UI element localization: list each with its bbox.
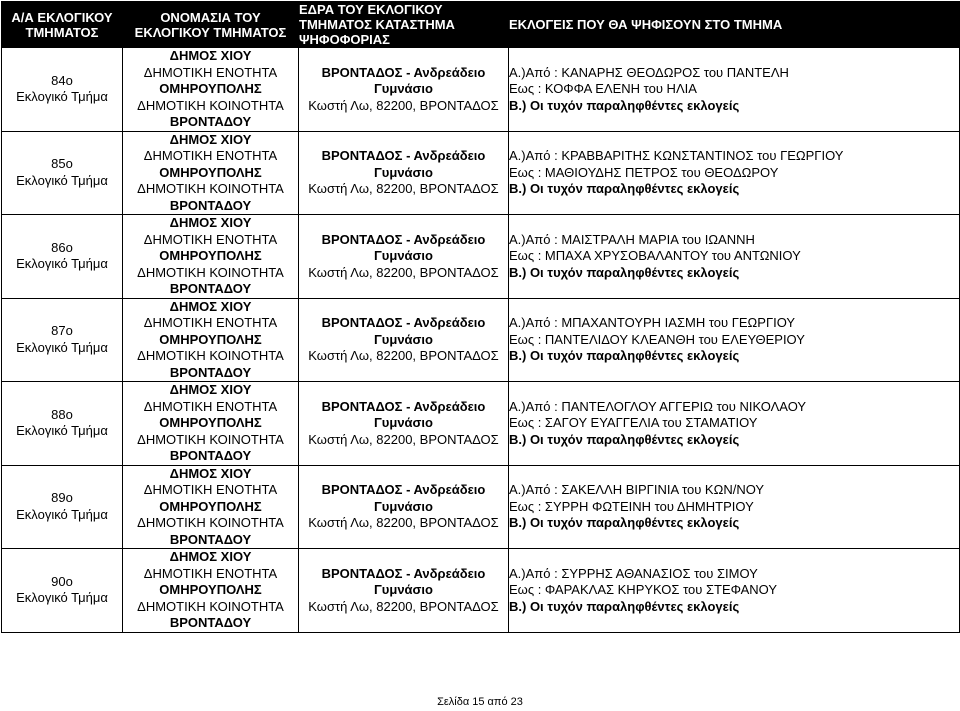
section-number-label: Εκλογικό Τμήμα	[16, 590, 108, 606]
municipality-name: ΔΗΜΟΣ ΧΙΟΥ	[169, 549, 252, 564]
section-number-label: Εκλογικό Τμήμα	[16, 172, 108, 188]
section-number-label: Εκλογικό Τμήμα	[16, 423, 108, 439]
community-label: ΔΗΜΟΤΙΚΗ ΚΟΙΝΟΤΗΤΑ	[137, 97, 284, 113]
polling-station-cell	[299, 549, 509, 633]
municipal-unit-label: ΔΗΜΟΤΙΚΗ ΕΝΟΤΗΤΑ	[143, 482, 278, 497]
polling-station-building: Γυμνάσιο	[373, 164, 433, 180]
voters-to: Εως : ΣΑΓΟΥ ΕΥΑΓΓΕΛΙΑ του ΣΤΑΜΑΤΙΟΥ	[509, 415, 758, 430]
municipality-name: ΔΗΜΟΣ ΧΙΟΥ	[169, 215, 252, 230]
polling-station-name: ΒΡΟΝΤΑΔΟΣ - Ανδρεάδειο	[321, 398, 486, 414]
polling-station-cell	[299, 48, 509, 132]
municipality-name: ΔΗΜΟΣ ΧΙΟΥ	[169, 131, 252, 147]
page-number: Σελίδα 15 από 23	[437, 696, 523, 708]
voters-cell	[509, 465, 960, 549]
polling-station-name: ΒΡΟΝΤΑΔΟΣ - Ανδρεάδειο	[321, 231, 486, 247]
section-number: 88ο	[51, 406, 73, 422]
polling-station-address: Κωστή Λω, 82200, ΒΡΟΝΤΑΔΟΣ	[308, 97, 499, 113]
section-name-cell	[123, 215, 299, 299]
section-number-cell	[2, 131, 123, 215]
community-name: ΒΡΟΝΤΑΔΟΥ	[169, 281, 252, 296]
voters-omitted-note: Β.) Οι τυχόν παραληφθέντες εκλογείς	[509, 348, 740, 363]
section-number: 90ο	[51, 573, 73, 589]
section-name-cell	[123, 382, 299, 466]
header-voters: ΕΚΛΟΓΕΙΣ ΠΟΥ ΘΑ ΨΗΦΙΣΟΥΝ ΣΤΟ ΤΜΗΜΑ	[509, 2, 960, 48]
voters-cell	[509, 382, 960, 466]
polling-station-building: Γυμνάσιο	[373, 582, 433, 597]
voters-to: Εως : ΜΑΘΙΟΥΔΗΣ ΠΕΤΡΟΣ του ΘΕΟΔΩΡΟΥ	[509, 164, 779, 180]
municipal-unit-label: ΔΗΜΟΤΙΚΗ ΕΝΟΤΗΤΑ	[143, 315, 278, 330]
table-row	[2, 298, 960, 382]
table-body	[2, 48, 960, 633]
polling-station-name: ΒΡΟΝΤΑΔΟΣ - Ανδρεάδειο	[321, 482, 486, 497]
community-label: ΔΗΜΟΤΙΚΗ ΚΟΙΝΟΤΗΤΑ	[137, 264, 284, 280]
table-row	[2, 382, 960, 466]
section-number: 89ο	[51, 490, 73, 506]
voters-from: Α.)Από : ΚΑΝΑΡΗΣ ΘΕΟΔΩΡΟΣ του ΠΑΝΤΕΛΗ	[509, 64, 789, 80]
section-name-cell	[123, 131, 299, 215]
voters-from: Α.)Από : ΠΑΝΤΕΛΟΓΛΟΥ ΑΓΓΕΡΙΩ του ΝΙΚΟΛΑΟΥ	[509, 398, 807, 414]
community-name: ΒΡΟΝΤΑΔΟΥ	[169, 615, 252, 630]
section-number-label: Εκλογικό Τμήμα	[16, 256, 108, 272]
section-number-cell	[2, 382, 123, 466]
community-name: ΒΡΟΝΤΑΔΟΥ	[169, 197, 252, 213]
section-name-cell	[123, 465, 299, 549]
section-number: 86ο	[51, 239, 73, 255]
voters-from: Α.)Από : ΣΥΡΡΗΣ ΑΘΑΝΑΣΙΟΣ του ΣΙΜΟΥ	[509, 565, 758, 581]
polling-station-building: Γυμνάσιο	[373, 415, 433, 430]
polling-station-building: Γυμνάσιο	[373, 331, 433, 347]
header-polling-station: ΕΔΡΑ ΤΟΥ ΕΚΛΟΓΙΚΟΥ ΤΜΗΜΑΤΟΣ ΚΑΤΑΣΤΗΜΑ ΨΗΦΟΦΟΡΙΑΣ	[299, 2, 509, 48]
municipality-name: ΔΗΜΟΣ ΧΙΟΥ	[169, 48, 252, 63]
municipality-name: ΔΗΜΟΣ ΧΙΟΥ	[169, 465, 252, 481]
polling-sections-table	[1, 1, 960, 633]
municipal-unit-name: ΟΜΗΡΟΥΠΟΛΗΣ	[159, 248, 262, 263]
polling-station-address: Κωστή Λω, 82200, ΒΡΟΝΤΑΔΟΣ	[308, 598, 499, 614]
section-number-cell	[2, 298, 123, 382]
municipal-unit-name: ΟΜΗΡΟΥΠΟΛΗΣ	[159, 582, 262, 597]
section-number-label: Εκλογικό Τμήμα	[16, 506, 108, 522]
polling-station-address: Κωστή Λω, 82200, ΒΡΟΝΤΑΔΟΣ	[308, 348, 499, 363]
community-name: ΒΡΟΝΤΑΔΟΥ	[169, 114, 252, 129]
polling-station-name: ΒΡΟΝΤΑΔΟΣ - Ανδρεάδειο	[321, 565, 486, 581]
section-number: 84ο	[51, 72, 73, 88]
voters-from: Α.)Από : ΚΡΑΒΒΑΡΙΤΗΣ ΚΩΝΣΤΑΝΤΙΝΟΣ του ΓΕΩΡΓΙΟΥ	[509, 148, 844, 163]
voters-to: Εως : ΚΟΦΦΑ ΕΛΕΝΗ του ΗΛΙΑ	[509, 81, 697, 96]
header-section-name: ΟΝΟΜΑΣΙΑ ΤΟΥ ΕΚΛΟΓΙΚΟΥ ΤΜΗΜΑΤΟΣ	[123, 2, 299, 48]
polling-station-address: Κωστή Λω, 82200, ΒΡΟΝΤΑΔΟΣ	[308, 431, 499, 447]
section-name-cell	[123, 298, 299, 382]
municipal-unit-name: ΟΜΗΡΟΥΠΟΛΗΣ	[159, 81, 262, 96]
voters-omitted-note: Β.) Οι τυχόν παραληφθέντες εκλογείς	[509, 97, 740, 113]
section-number-label: Εκλογικό Τμήμα	[16, 339, 108, 355]
community-label: ΔΗΜΟΤΙΚΗ ΚΟΙΝΟΤΗΤΑ	[137, 431, 284, 447]
table-row	[2, 465, 960, 549]
voters-to: Εως : ΦΑΡΑΚΛΑΣ ΚΗΡΥΚΟΣ του ΣΤΕΦΑΝΟΥ	[509, 582, 778, 597]
polling-station-cell	[299, 298, 509, 382]
community-label: ΔΗΜΟΤΙΚΗ ΚΟΙΝΟΤΗΤΑ	[137, 181, 284, 196]
header-section-number: Α/Α ΕΚΛΟΓΙΚΟΥ ΤΜΗΜΑΤΟΣ	[2, 2, 123, 48]
voters-cell	[509, 131, 960, 215]
voters-from: Α.)Από : ΜΠΑΧΑΝΤΟΥΡΗ ΙΑΣΜΗ του ΓΕΩΡΓΙΟΥ	[509, 315, 796, 330]
polling-station-name: ΒΡΟΝΤΑΔΟΣ - Ανδρεάδειο	[321, 148, 486, 163]
polling-station-name: ΒΡΟΝΤΑΔΟΣ - Ανδρεάδειο	[321, 64, 486, 80]
polling-station-address: Κωστή Λω, 82200, ΒΡΟΝΤΑΔΟΣ	[308, 264, 499, 280]
municipal-unit-name: ΟΜΗΡΟΥΠΟΛΗΣ	[159, 415, 262, 430]
municipal-unit-label: ΔΗΜΟΤΙΚΗ ΕΝΟΤΗΤΑ	[143, 148, 278, 163]
voters-to: Εως : ΜΠΑΧΑ ΧΡΥΣΟΒΑΛΑΝΤΟΥ του ΑΝΤΩΝΙΟΥ	[509, 248, 801, 263]
voters-to: Εως : ΠΑΝΤΕΛΙΔΟΥ ΚΛΕΑΝΘΗ του ΕΛΕΥΘΕΡΙΟΥ	[509, 331, 805, 347]
section-number-cell	[2, 48, 123, 132]
municipal-unit-label: ΔΗΜΟΤΙΚΗ ΕΝΟΤΗΤΑ	[143, 231, 278, 247]
community-name: ΒΡΟΝΤΑΔΟΥ	[169, 531, 252, 547]
polling-station-cell	[299, 215, 509, 299]
voters-omitted-note: Β.) Οι τυχόν παραληφθέντες εκλογείς	[509, 598, 740, 614]
community-name: ΒΡΟΝΤΑΔΟΥ	[169, 364, 252, 380]
municipal-unit-label: ΔΗΜΟΤΙΚΗ ΕΝΟΤΗΤΑ	[143, 565, 278, 581]
voters-omitted-note: Β.) Οι τυχόν παραληφθέντες εκλογείς	[509, 515, 740, 530]
polling-station-building: Γυμνάσιο	[373, 498, 433, 514]
polling-station-cell	[299, 131, 509, 215]
polling-station-name: ΒΡΟΝΤΑΔΟΣ - Ανδρεάδειο	[321, 315, 486, 330]
polling-station-cell	[299, 382, 509, 466]
community-label: ΔΗΜΟΤΙΚΗ ΚΟΙΝΟΤΗΤΑ	[137, 515, 284, 530]
polling-station-cell	[299, 465, 509, 549]
municipality-name: ΔΗΜΟΣ ΧΙΟΥ	[169, 382, 252, 397]
section-name-cell	[123, 549, 299, 633]
voters-from: Α.)Από : ΜΑΙΣΤΡΑΛΗ ΜΑΡΙΑ του ΙΩΑΝΝΗ	[509, 231, 755, 247]
voters-to: Εως : ΣΥΡΡΗ ΦΩΤΕΙΝΗ του ΔΗΜΗΤΡΙΟΥ	[509, 498, 754, 514]
polling-station-building: Γυμνάσιο	[373, 248, 433, 263]
voters-cell	[509, 298, 960, 382]
section-number: 85ο	[51, 156, 73, 172]
voters-omitted-note: Β.) Οι τυχόν παραληφθέντες εκλογείς	[509, 181, 740, 196]
voters-cell	[509, 215, 960, 299]
voters-cell	[509, 48, 960, 132]
community-name: ΒΡΟΝΤΑΔΟΥ	[169, 448, 252, 463]
section-number-cell	[2, 215, 123, 299]
section-number: 87ο	[51, 323, 73, 339]
table-row	[2, 48, 960, 132]
polling-station-building: Γυμνάσιο	[373, 81, 433, 96]
section-number-cell	[2, 549, 123, 633]
voters-cell	[509, 549, 960, 633]
table-row	[2, 215, 960, 299]
table-row	[2, 549, 960, 633]
polling-station-address: Κωστή Λω, 82200, ΒΡΟΝΤΑΔΟΣ	[308, 181, 499, 196]
section-number-cell	[2, 465, 123, 549]
voters-from: Α.)Από : ΣΑΚΕΛΛΗ ΒΙΡΓΙΝΙΑ του ΚΩΝ/ΝΟΥ	[509, 482, 765, 497]
voters-omitted-note: Β.) Οι τυχόν παραληφθέντες εκλογείς	[509, 431, 740, 447]
community-label: ΔΗΜΟΤΙΚΗ ΚΟΙΝΟΤΗΤΑ	[137, 348, 284, 363]
municipal-unit-name: ΟΜΗΡΟΥΠΟΛΗΣ	[159, 164, 262, 180]
table-row	[2, 131, 960, 215]
municipal-unit-name: ΟΜΗΡΟΥΠΟΛΗΣ	[159, 498, 262, 514]
polling-station-address: Κωστή Λω, 82200, ΒΡΟΝΤΑΔΟΣ	[308, 515, 499, 530]
community-label: ΔΗΜΟΤΙΚΗ ΚΟΙΝΟΤΗΤΑ	[137, 598, 284, 614]
municipal-unit-name: ΟΜΗΡΟΥΠΟΛΗΣ	[159, 331, 262, 347]
voters-omitted-note: Β.) Οι τυχόν παραληφθέντες εκλογείς	[509, 264, 740, 280]
table-header-row	[2, 2, 960, 48]
municipality-name: ΔΗΜΟΣ ΧΙΟΥ	[169, 298, 252, 314]
section-number-label: Εκλογικό Τμήμα	[16, 89, 108, 105]
municipal-unit-label: ΔΗΜΟΤΙΚΗ ΕΝΟΤΗΤΑ	[143, 64, 278, 80]
section-name-cell	[123, 48, 299, 132]
municipal-unit-label: ΔΗΜΟΤΙΚΗ ΕΝΟΤΗΤΑ	[143, 398, 278, 414]
